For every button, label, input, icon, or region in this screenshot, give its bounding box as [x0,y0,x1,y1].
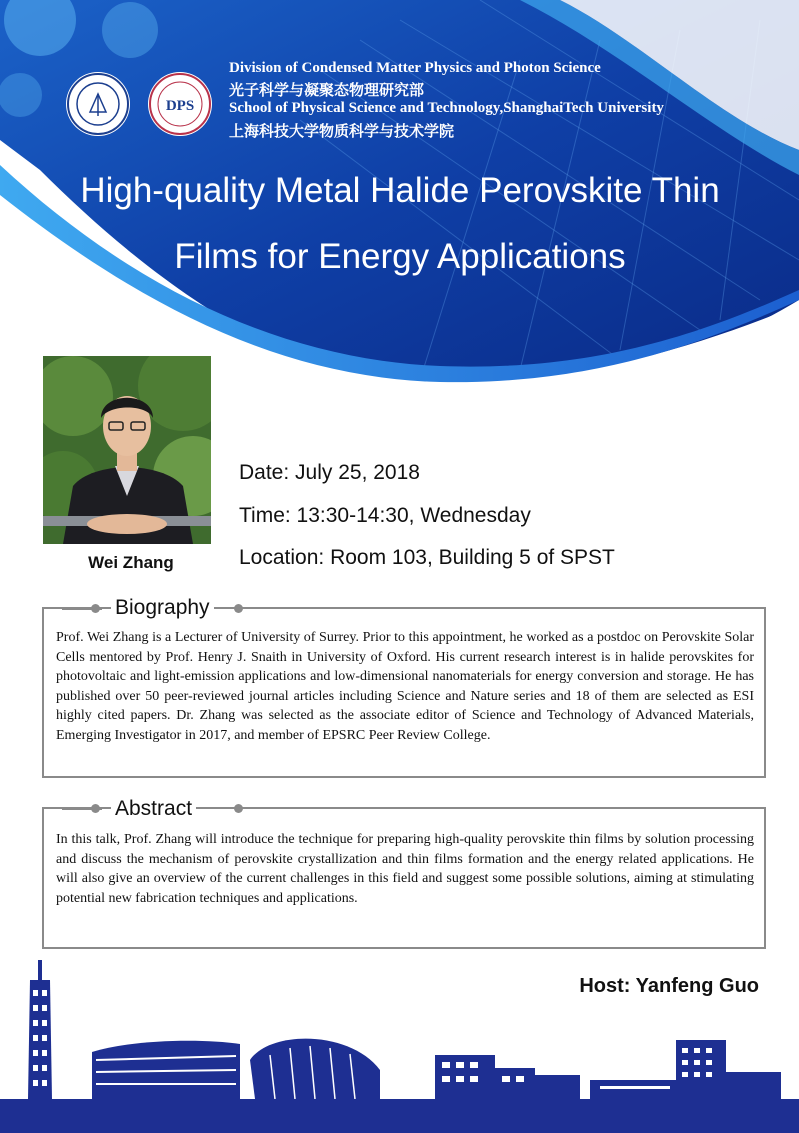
event-time: Time: 13:30-14:30, Wednesday [239,504,531,527]
header-banner [0,0,799,400]
talk-title-line-2: Films for Energy Applications [174,237,626,276]
talk-title [40,158,760,290]
event-date: Date: July 25, 2018 [239,461,420,484]
speaker-name: Wei Zhang [88,553,174,572]
talk-title-line-1: High-quality Metal Halide Perovskite Thin [80,171,720,210]
biography-heading: Biography [111,596,214,620]
abstract-heading: Abstract [111,797,196,821]
abstract-dot-right [234,804,243,813]
org-school-zh: 上海科技大学物质科学与技术学院 [229,124,455,140]
host-label: Host: Yanfeng Guo [579,975,759,997]
dcmp-seal-icon [148,72,212,136]
org-division-zh: 光子科学与凝聚态物理研究部 [229,83,425,99]
speaker-portrait-image [43,356,211,544]
dcmp-logo [148,72,212,136]
biography-dot-left [91,604,100,613]
abstract-dot-left [91,804,100,813]
tower-icon [28,960,52,1099]
org-division-en: Division of Condensed Matter Physics and Photon Science [229,60,601,76]
dcmp-logo-text: DPS [165,98,195,114]
event-location: Location: Room 103, Building 5 of SPST [239,546,615,569]
abstract-text: In this talk, Prof. Zhang will introduce the technique for preparing high-quality perovskite thin films by solution processing and discuss the mechanism of perovskite crystallization and thin films formation and the energy related applications. He will also give an overview of the current challenges in this field and suggest some possible solutions, aiming at stimulating potential new fabrication techniques and applications. [56,832,754,906]
biography-text: Prof. Wei Zhang is a Lecturer of University of Surrey. Prior to this appointment, he worked as a postdoc on Perovskite Solar Cells mentored by Prof. Henry J. Snaith in University of Oxford. His current research interest is in halide perovskites for photovoltaic and light-emission applications and low-dimensional nanomaterials for energy conversion and storage. He has published over 50 peer-reviewed journal articles including Science and Nature series and 18 of them are selected as ESI highly cited papers. Dr. Zhang was selected as the associate editor of Science and Technology of Advanced Materials, Emerging Investigator in 2017, and member of EPSRC Peer Review College. [56,630,754,743]
biography-dot-right [234,604,243,613]
org-school-en: School of Physical Science and Technology,ShanghaiTech University [229,100,664,116]
speaker-photo [43,356,211,544]
university-seal-icon [66,72,130,136]
footer-bar [0,1099,799,1133]
shanghaitech-logo [66,72,130,136]
